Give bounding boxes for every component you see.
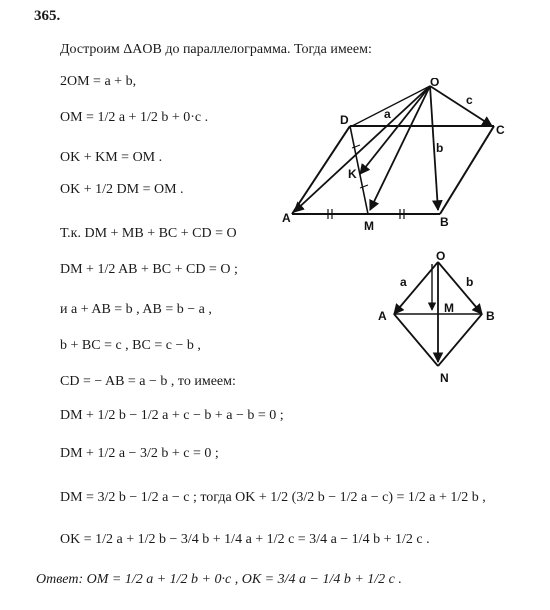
formula-line: CD = − AB = a − b , то имеем: <box>60 374 236 389</box>
formula-line: OK + KM = OM . <box>60 150 163 165</box>
label-b: B <box>440 215 449 229</box>
label-b: B <box>486 309 495 323</box>
parallelogram-figure <box>280 78 510 238</box>
vector-ok <box>360 86 430 174</box>
label-o: O <box>430 78 440 89</box>
label-vec-a: a <box>384 107 391 121</box>
formula-line: DM + 1/2 AB + BC + CD = O ; <box>60 262 238 277</box>
edge-an <box>394 314 438 366</box>
label-c: C <box>496 123 505 137</box>
vector-od <box>352 86 430 126</box>
intro-line: Достроим ΔAOB до параллелограмма. Тогда имеем: <box>60 42 372 57</box>
label-k: K <box>348 167 357 181</box>
answer-line: Ответ: OM = 1/2 a + 1/2 b + 0·c , OK = 3/4 a − 1/4 b + 1/2 c . <box>36 572 402 587</box>
rhombus-figure <box>370 250 500 390</box>
label-n: N <box>440 371 449 385</box>
formula-line: DM + 1/2 a − 3/2 b + c = 0 ; <box>60 446 219 461</box>
vector-oc <box>430 86 492 126</box>
formula-line: OM = 1/2 a + 1/2 b + 0·c . <box>60 110 209 125</box>
edge-bc <box>440 126 494 214</box>
label-o: O <box>436 250 446 263</box>
formula-line: Т.к. DM + MB + BC + CD = O <box>60 226 237 241</box>
label-vec-c: c <box>466 93 473 107</box>
label-a: A <box>378 309 387 323</box>
edge-bn <box>438 314 482 366</box>
vector-om <box>370 86 430 210</box>
formula-line: DM + 1/2 b − 1/2 a + c − b + a − b = 0 ; <box>60 408 284 423</box>
tick-mark <box>360 185 368 188</box>
label-vec-b: b <box>436 141 444 155</box>
formula-line: DM = 3/2 b − 1/2 a − c ; тогда OK + 1/2 (3/2 b − 1/2 a − c) = 1/2 a + 1/2 b , <box>60 490 486 505</box>
label-m: M <box>364 219 374 233</box>
edge-da <box>292 126 350 214</box>
label-d: D <box>340 113 349 127</box>
label-vec-b: b <box>466 275 474 289</box>
label-vec-a: a <box>400 275 407 289</box>
formula-line: OK = 1/2 a + 1/2 b − 3/4 b + 1/4 a + 1/2 c = 3/4 a − 1/4 b + 1/2 c . <box>60 532 430 547</box>
label-m: M <box>444 301 454 315</box>
formula-line: b + BC = c , BC = c − b , <box>60 338 201 353</box>
label-a: A <box>282 211 291 225</box>
vector-oa <box>294 86 430 212</box>
formula-line: OK + 1/2 DM = OM . <box>60 182 184 197</box>
problem-number: 365. <box>34 8 61 24</box>
formula-line: и a + AB = b , AB = b − a , <box>60 302 212 317</box>
formula-line: 2OM = a + b, <box>60 74 137 89</box>
